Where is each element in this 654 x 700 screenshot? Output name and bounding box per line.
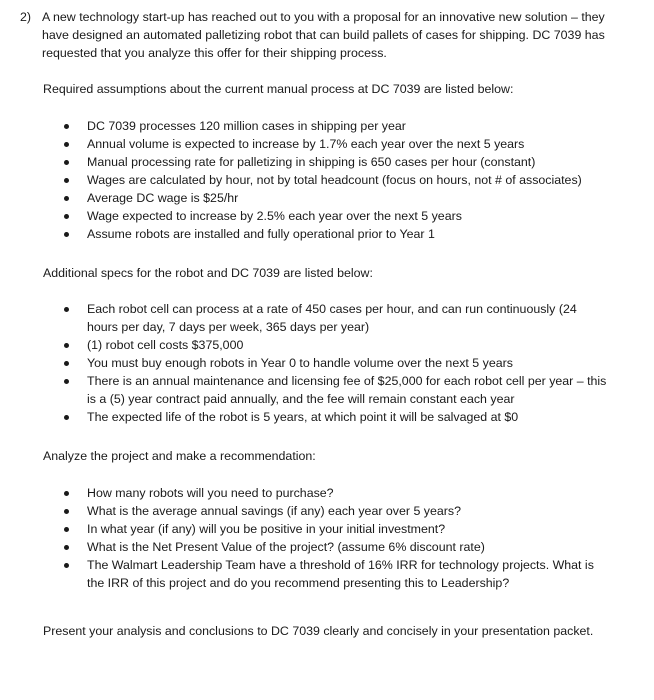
bullet-icon (64, 142, 69, 147)
analysis-heading: Analyze the project and make a recommendation: (43, 449, 316, 463)
bullet-icon (64, 124, 69, 129)
bullet-icon (64, 563, 69, 568)
assumptions-list (64, 117, 609, 243)
list-item: There is an annual maintenance and licensing fee of $25,000 for each robot cell per year – this is a (5) year contract paid annually, and the fee will remain constant each year (64, 372, 609, 408)
bullet-icon (64, 178, 69, 183)
question-intro: A new technology start-up has reached out to you with a proposal for an innovative new solution – they have designed an automated palletizing robot that can build pallets of cases for shipping. DC 7039 has requested that you analyze this offer for their shipping process. (42, 10, 605, 60)
list-item: The expected life of the robot is 5 years, at which point it will be salvaged at $0 (64, 408, 609, 426)
list-item: The Walmart Leadership Team have a threshold of 16% IRR for technology projects. What is the IRR of this project and do you recommend presenting this to Leadership? (64, 556, 609, 592)
bullet-icon (64, 160, 69, 165)
list-item: Annual volume is expected to increase by 1.7% each year over the next 5 years (64, 135, 609, 153)
list-item: What is the Net Present Value of the project? (assume 6% discount rate) (64, 538, 609, 556)
bullet-icon (64, 415, 69, 420)
list-item: Assume robots are installed and fully operational prior to Year 1 (64, 225, 609, 243)
bullet-icon (64, 527, 69, 532)
analysis-list (64, 484, 609, 592)
closing-statement: Present your analysis and conclusions to DC 7039 clearly and concisely in your presentation packet. (43, 624, 594, 638)
list-item: DC 7039 processes 120 million cases in shipping per year (64, 117, 609, 135)
list-item: Each robot cell can process at a rate of 450 cases per hour, and can run continuously (24 hours per day, 7 days per week, 365 days per year) (64, 300, 609, 336)
bullet-icon (64, 232, 69, 237)
list-item: Wages are calculated by hour, not by total headcount (focus on hours, not # of associates) (64, 171, 609, 189)
bullet-icon (64, 214, 69, 219)
list-item: Wage expected to increase by 2.5% each year over the next 5 years (64, 207, 609, 225)
bullet-icon (64, 545, 69, 550)
bullet-icon (64, 491, 69, 496)
list-item: What is the average annual savings (if any) each year over 5 years? (64, 502, 609, 520)
bullet-icon (64, 379, 69, 384)
bullet-icon (64, 509, 69, 514)
specs-list (64, 300, 609, 426)
question-number: 2) (20, 10, 32, 24)
list-item: (1) robot cell costs $375,000 (64, 336, 609, 354)
bullet-icon (64, 196, 69, 201)
bullet-icon (64, 343, 69, 348)
list-item: Manual processing rate for palletizing in shipping is 650 cases per hour (constant) (64, 153, 609, 171)
bullet-icon (64, 361, 69, 366)
assumptions-heading: Required assumptions about the current manual process at DC 7039 are listed below: (43, 82, 514, 96)
bullet-icon (64, 307, 69, 312)
specs-heading: Additional specs for the robot and DC 7039 are listed below: (43, 266, 373, 280)
list-item: How many robots will you need to purchase? (64, 484, 609, 502)
list-item: Average DC wage is $25/hr (64, 189, 609, 207)
list-item: You must buy enough robots in Year 0 to handle volume over the next 5 years (64, 354, 609, 372)
list-item: In what year (if any) will you be positive in your initial investment? (64, 520, 609, 538)
